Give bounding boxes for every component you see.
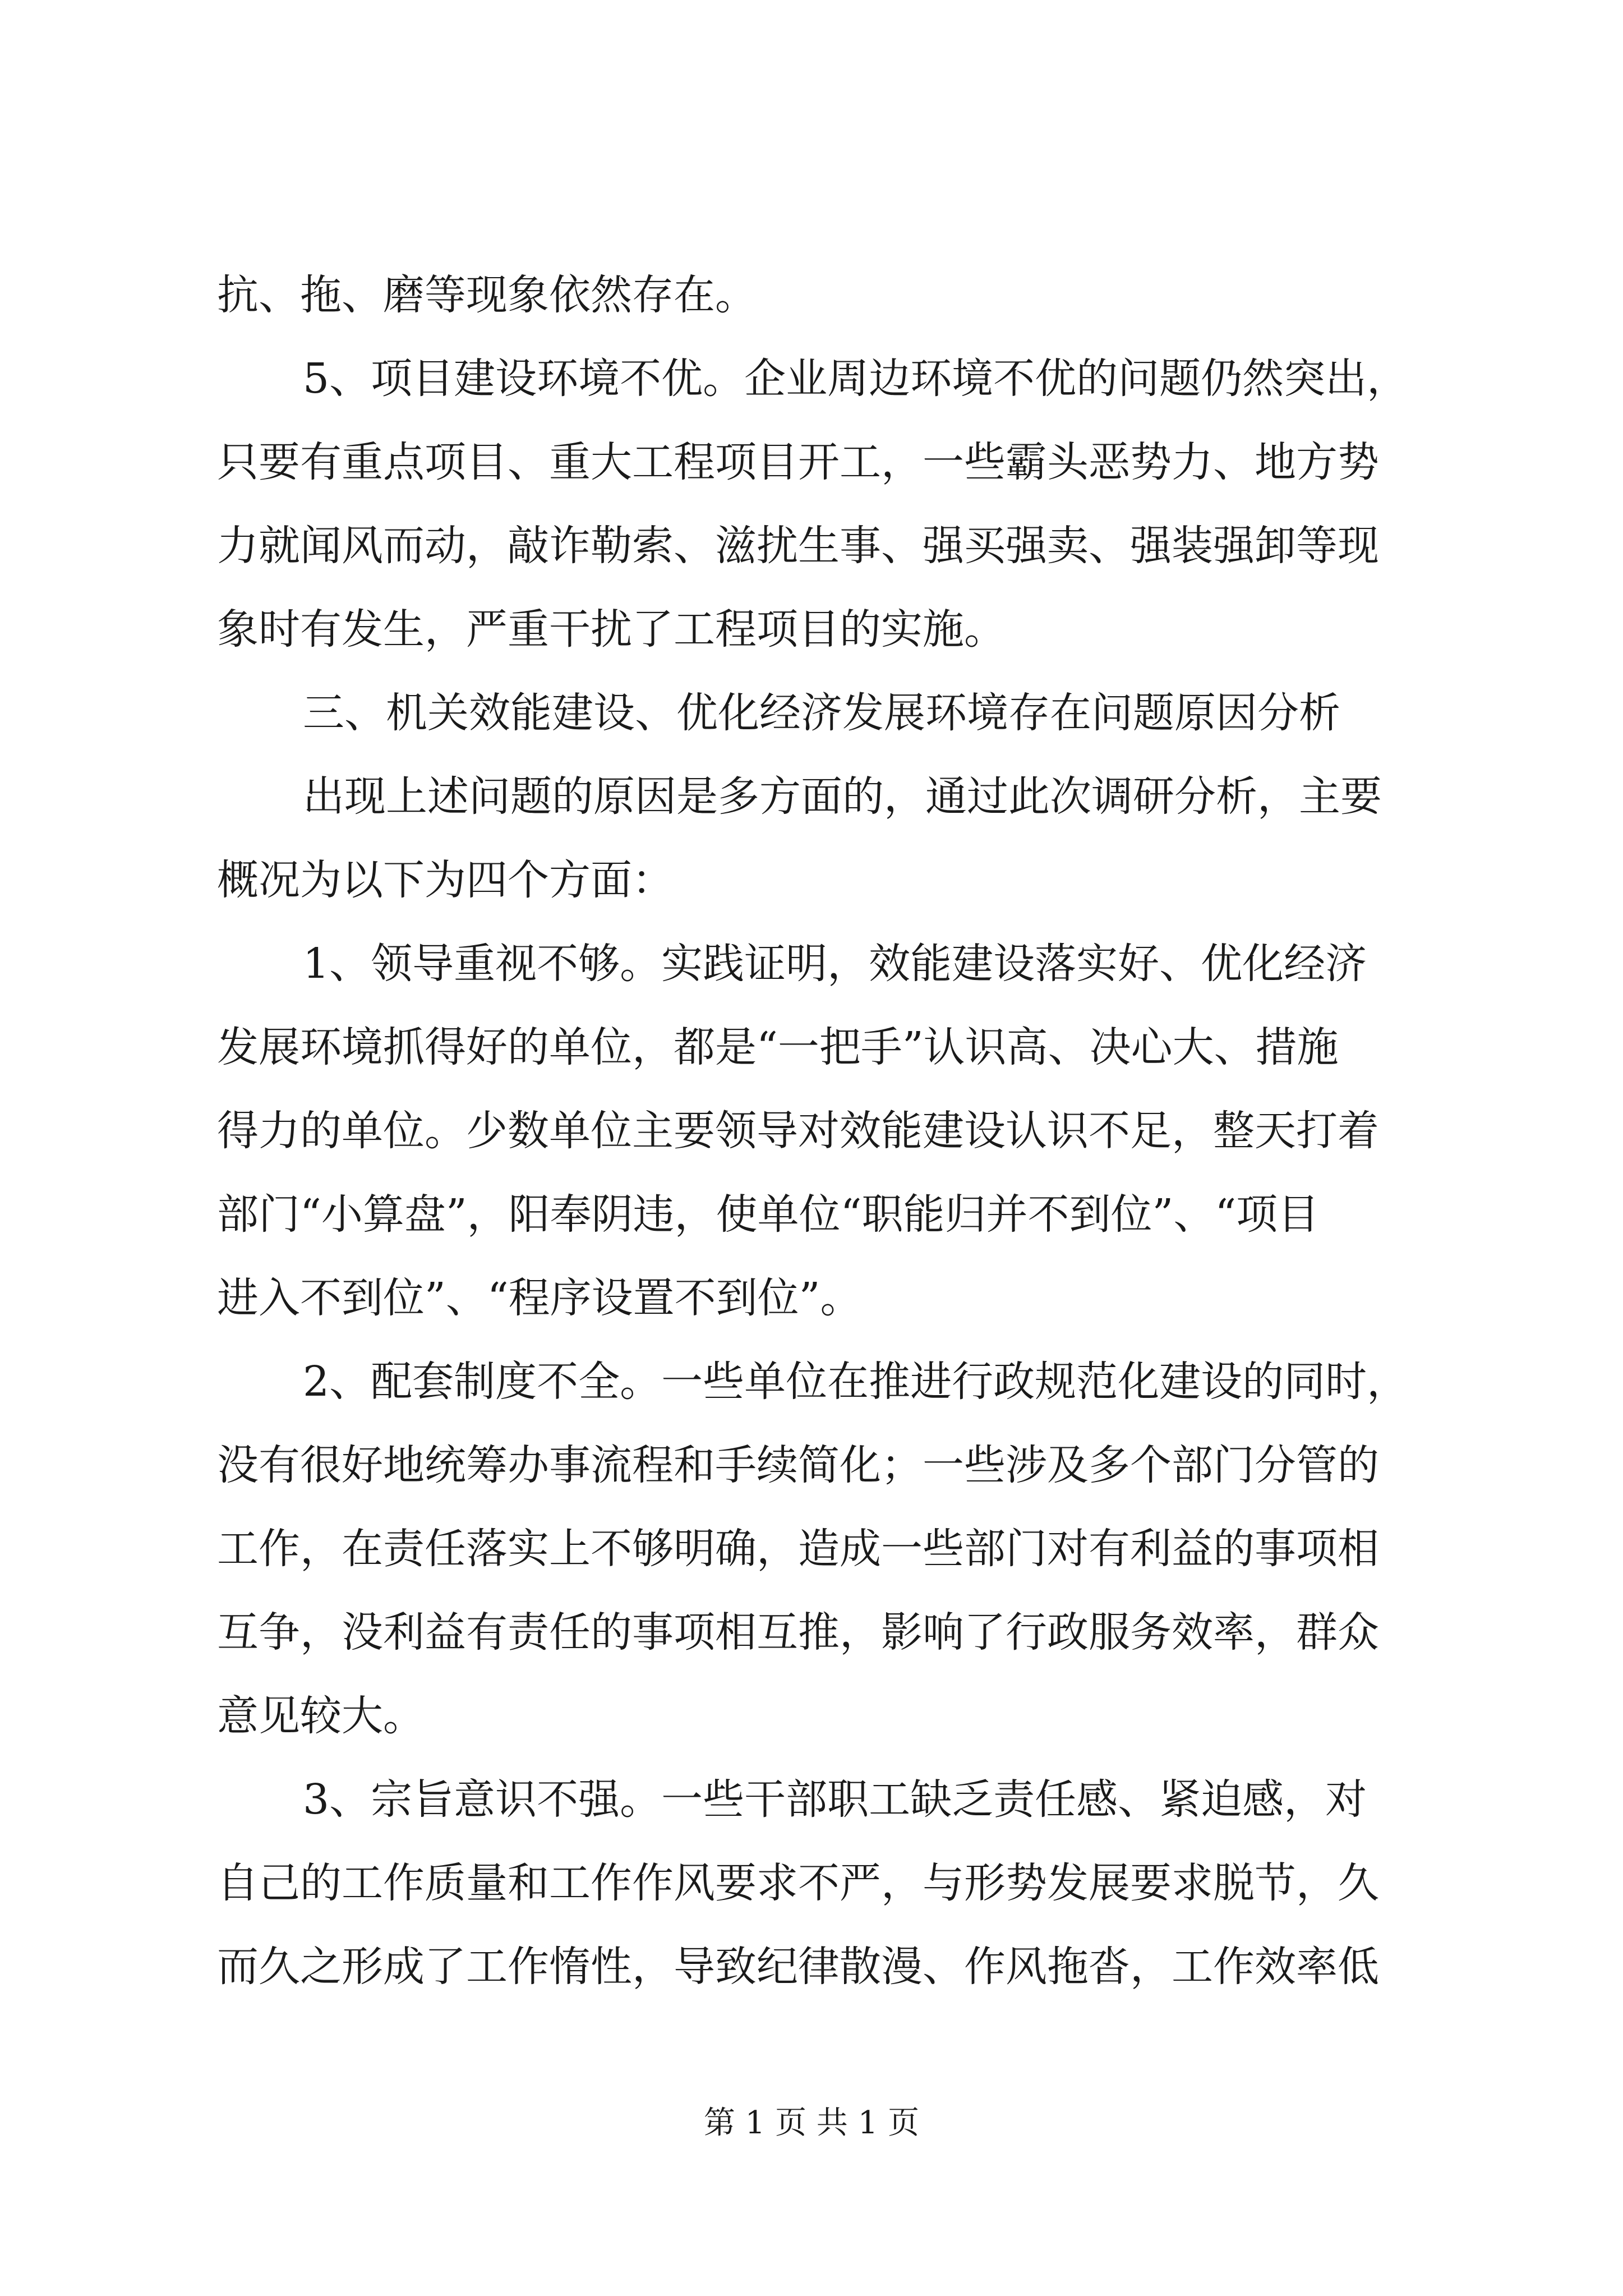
text-line-19: 3、宗旨意识不强。一些干部职工缺乏责任感、紧迫感，对 xyxy=(303,1775,1367,1824)
text-line-20: 自己的工作质量和工作作风要求不严，与形势发展要求脱节，久 xyxy=(217,1859,1379,1907)
text-line-8: 概况为以下为四个方面： xyxy=(217,856,674,904)
text-line-5: 象时有发生，严重干扰了工程项目的实施。 xyxy=(217,605,1006,654)
text-line-21: 而久之形成了工作惰性，导致纪律散漫、作风拖沓，工作效率低 xyxy=(217,1943,1379,1991)
text-line-11: 得力的单位。少数单位主要领导对效能建设认识不足，整天打着 xyxy=(217,1107,1379,1155)
text-line-17: 互争，没利益有责任的事项相互推，影响了行政服务效率，群众 xyxy=(217,1608,1379,1657)
text-line-4: 力就闻风而动，敲诈勒索、滋扰生事、强买强卖、强装强卸等现 xyxy=(217,522,1379,570)
text-line-13: 进入不到位”、“程序设置不到位”。 xyxy=(217,1274,862,1322)
text-line-16: 工作，在责任落实上不够明确，造成一些部门对有利益的事项相 xyxy=(217,1525,1379,1573)
document-body xyxy=(217,254,1428,2009)
section-heading: 三、机关效能建设、优化经济发展环境存在问题原因分析 xyxy=(303,689,1340,737)
text-line-18: 意见较大。 xyxy=(217,1692,425,1740)
text-line-7: 出现上述问题的原因是多方面的，通过此次调研分析，主要 xyxy=(303,772,1382,821)
page-footer xyxy=(0,2101,1623,2146)
text-line-9: 1、领导重视不够。实践证明，效能建设落实好、优化经济 xyxy=(303,940,1367,988)
text-line-1: 抗、拖、磨等现象依然存在。 xyxy=(217,271,757,319)
text-line-12: 部门“小算盘”，阳奉阴违，使单位“职能归并不到位”、“项目 xyxy=(217,1190,1320,1239)
text-line-15: 没有很好地统筹办事流程和手续简化；一些涉及多个部门分管的 xyxy=(217,1441,1379,1489)
text-line-2: 5、项目建设环境不优。企业周边环境不优的问题仍然突出， xyxy=(303,355,1409,403)
text-line-10: 发展环境抓得好的单位，都是“一把手”认识高、决心大、措施 xyxy=(217,1023,1339,1071)
text-line-14: 2、配套制度不全。一些单位在推进行政规范化建设的同时， xyxy=(303,1358,1409,1406)
page-number-label: 第 1 页 共 1 页 xyxy=(703,2105,920,2141)
text-line-3: 只要有重点项目、重大工程项目开工，一些霸头恶势力、地方势 xyxy=(217,438,1379,486)
